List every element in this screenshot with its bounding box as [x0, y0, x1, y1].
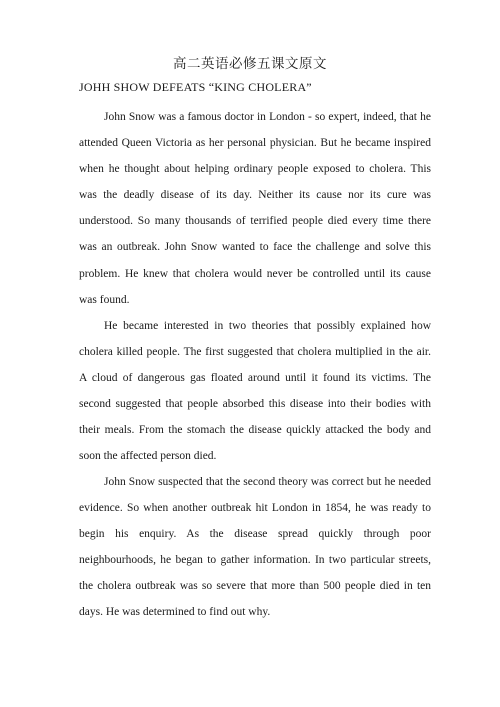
paragraph-3-text: John Snow suspected that the second theory was correct but he needed evidence. So when another outbreak hit London in 1854, he was ready to begin his enquiry. As the disease spread quickly through poor neighbourhoods, he began to gather information. In two particular streets, the cholera outbreak was so severe that more than 500 people died in ten days. He was determined to find out why.: [79, 476, 431, 619]
paragraph-2-text: He became interested in two theories that possibly explained how cholera killed people. The first suggested that cholera multiplied in the air. A cloud of dangerous gas floated around until it found its victims. The second suggested that people absorbed this disease into their bodies with their meals. From the stomach the disease quickly attacked the body and soon the affected person died.: [79, 320, 431, 463]
paragraph-3: [79, 469, 431, 626]
paragraph-2: [79, 313, 431, 470]
document-title: 高二英语必修五课文原文: [173, 56, 327, 72]
paragraph-1: [79, 104, 431, 313]
paragraph-1-text: John Snow was a famous doctor in London - so expert, indeed, that he attended Queen Victoria as her personal physician. But he became inspired when he thought about helping ordinary people exposed to cholera. This was the deadly disease of its day. Neither its cause nor its cure was understood. So many thousands of terrified people died every time there was an outbreak. John Snow wanted to face the challenge and solve this problem. He knew that cholera would never be controlled until its cause was found.: [79, 111, 431, 306]
article-headline: JOHH SHOW DEFEATS “KING CHOLERA”: [79, 80, 312, 94]
